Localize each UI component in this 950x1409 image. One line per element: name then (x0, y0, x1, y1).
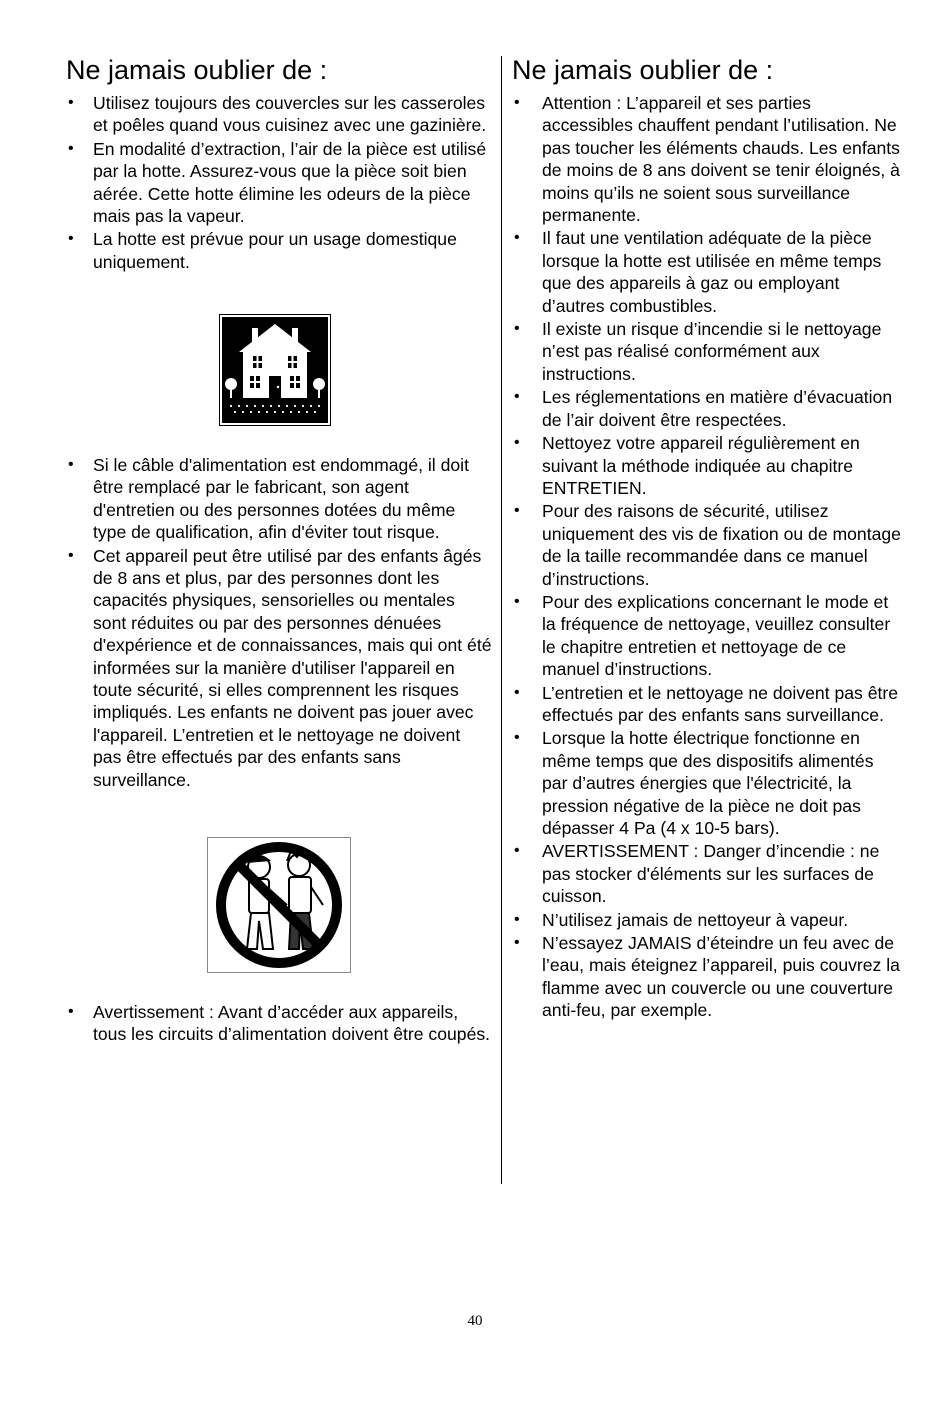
list-item: • Utilisez toujours des couvercles sur les casseroles et poêles quand vous cuisinez avec une gazinière. (66, 92, 492, 137)
list-item: • L’entretien et le nettoyage ne doivent pas être effectués par des enfants sans surveillance. (512, 682, 902, 727)
house-domestic-use-icon (219, 314, 331, 426)
list-item: • Cet appareil peut être utilisé par des enfants âgés de 8 ans et plus, par des personnes dont les capacités physiques, sensorielles ou mentales sont réduites ou par des personnes dénuées d'expérience et de connaissances, mais qui ont été informées sur la manière d'utiliser l'appareil en toute sécurité, si elles comprennent les risques impliqués. Les enfants ne doivent pas jouer avec l'appareil. L’entretien et le nettoyage ne doivent pas être effectués par des enfants sans surveillance. (66, 545, 492, 791)
left-list-bottom (66, 1001, 492, 1047)
no-children-play-icon (207, 837, 351, 973)
left-list-middle (66, 454, 492, 792)
list-item: • Pour des raisons de sécurité, utilisez uniquement des vis de fixation ou de montage de la taille recommandée dans ce manuel d’instructions. (512, 500, 902, 590)
list-item: • N’utilisez jamais de nettoyeur à vapeur. (512, 909, 902, 931)
right-list (512, 92, 902, 1022)
list-item: • En modalité d’extraction, l’air de la pièce est utilisé par la hotte. Assurez-vous que la pièce soit bien aérée. Cette hotte élimine les odeurs de la pièce mais pas la vapeur. (66, 138, 492, 228)
left-heading: Ne jamais oublier de : (66, 55, 328, 85)
page-number: 40 (467, 1313, 483, 1329)
list-item: • AVERTISSEMENT : Danger d’incendie : ne pas stocker d'éléments sur les surfaces de cuisson. (512, 840, 902, 907)
list-item: • Si le câble d'alimentation est endommagé, il doit être remplacé par le fabricant, son agent d'entretien ou des personnes dotées du même type de qualification, afin d'éviter tout risque. (66, 454, 492, 544)
list-item: • N’essayez JAMAIS d’éteindre un feu avec de l’eau, mais éteignez l’appareil, puis couvrez la flamme avec un couvercle ou une couverture anti-feu, par exemple. (512, 932, 902, 1022)
list-item: • Attention : L’appareil et ses parties accessibles chauffent pendant l’utilisation. Ne pas toucher les éléments chauds. Les enfants de moins de 8 ans doivent se tenir éloignés, à moins qu’ils ne soient sous surveillance permanente. (512, 92, 902, 226)
column-divider (501, 56, 502, 1184)
list-item: • Il existe un risque d’incendie si le nettoyage n’est pas réalisé conformément aux instructions. (512, 318, 902, 385)
list-item: • Lorsque la hotte électrique fonctionne en même temps que des dispositifs alimentés par d’autres énergies que l'électricité, la pression négative de la pièce ne doit pas dépasser 4 Pa (4 x 10-5 bars). (512, 727, 902, 839)
right-heading: Ne jamais oublier de : (512, 55, 774, 85)
list-item: • Il faut une ventilation adéquate de la pièce lorsque la hotte est utilisée en même temps que des appareils à gaz ou employant d’autres combustibles. (512, 227, 902, 317)
list-item: • Nettoyez votre appareil régulièrement en suivant la méthode indiquée au chapitre ENTRETIEN. (512, 432, 902, 499)
left-column (66, 52, 492, 274)
left-list-top (66, 92, 492, 273)
list-item: • Les réglementations en matière d’évacuation de l’air doivent être respectées. (512, 386, 902, 431)
right-column (512, 52, 902, 1023)
list-item: • Pour des explications concernant le mode et la fréquence de nettoyage, veuillez consulter le chapitre entretien et nettoyage de ce manuel d’instructions. (512, 591, 902, 681)
list-item: • Avertissement : Avant d’accéder aux appareils, tous les circuits d’alimentation doivent être coupés. (66, 1001, 492, 1046)
list-item: • La hotte est prévue pour un usage domestique uniquement. (66, 228, 492, 273)
